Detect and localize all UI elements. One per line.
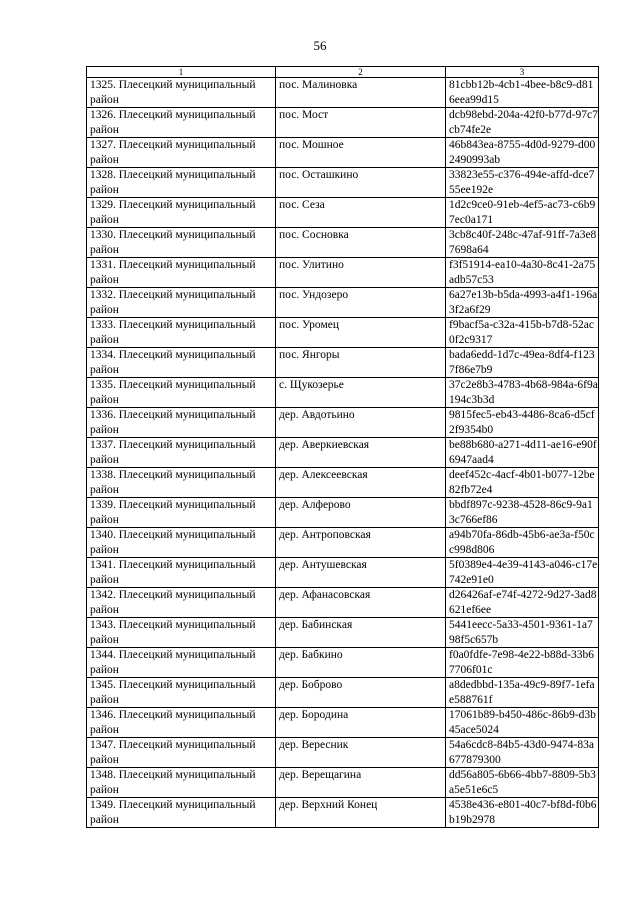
settlement-cell: дер. Бородина	[276, 708, 446, 738]
settlement-cell: дер. Авдотьино	[276, 408, 446, 438]
district-cell: 1332. Плесецкий муниципальный район	[87, 288, 276, 318]
settlement-cell: дер. Верхний Конец	[276, 798, 446, 828]
district-cell: 1349. Плесецкий муниципальный район	[87, 798, 276, 828]
table-row	[87, 648, 599, 678]
guid-cell: 17061b89-b450-486c-86b9-d3b45ace5024	[446, 708, 599, 738]
table-row	[87, 768, 599, 798]
district-cell: 1339. Плесецкий муниципальный район	[87, 498, 276, 528]
settlement-cell: дер. Аверкиевская	[276, 438, 446, 468]
table-row	[87, 228, 599, 258]
table-row	[87, 618, 599, 648]
settlement-cell: дер. Вересник	[276, 738, 446, 768]
district-cell: 1325. Плесецкий муниципальный район	[87, 78, 276, 108]
district-cell: 1326. Плесецкий муниципальный район	[87, 108, 276, 138]
district-cell: 1334. Плесецкий муниципальный район	[87, 348, 276, 378]
district-cell: 1347. Плесецкий муниципальный район	[87, 738, 276, 768]
settlement-cell: пос. Ундозеро	[276, 288, 446, 318]
guid-cell: a8dedbbd-135a-49c9-89f7-1efae588761f	[446, 678, 599, 708]
settlement-cell: пос. Мост	[276, 108, 446, 138]
settlement-cell: дер. Верещагина	[276, 768, 446, 798]
guid-cell: 46b843ea-8755-4d0d-9279-d002490993ab	[446, 138, 599, 168]
district-cell: 1335. Плесецкий муниципальный район	[87, 378, 276, 408]
guid-cell: be88b680-a271-4d11-ae16-e90f6947aad4	[446, 438, 599, 468]
guid-cell: f3f51914-ea10-4a30-8c41-2a75adb57c53	[446, 258, 599, 288]
table-row	[87, 258, 599, 288]
page-number: 56	[313, 38, 327, 53]
guid-cell: 5f0389e4-4e39-4143-a046-c17e742e91e0	[446, 558, 599, 588]
header-row	[87, 67, 599, 78]
settlement-cell: дер. Антушевская	[276, 558, 446, 588]
table-row	[87, 198, 599, 228]
table-row	[87, 108, 599, 138]
column-header-2: 2	[276, 67, 446, 78]
settlement-cell: пос. Сеза	[276, 198, 446, 228]
table-row	[87, 498, 599, 528]
guid-cell: dd56a805-6b66-4bb7-8809-5b3a5e51e6c5	[446, 768, 599, 798]
district-cell: 1343. Плесецкий муниципальный район	[87, 618, 276, 648]
table-row	[87, 468, 599, 498]
table-body	[87, 78, 599, 828]
guid-cell: 6a27e13b-b5da-4993-a4f1-196a3f2a6f29	[446, 288, 599, 318]
guid-cell: 3cb8c40f-248c-47af-91ff-7a3e87698a64	[446, 228, 599, 258]
settlement-cell: пос. Янгоры	[276, 348, 446, 378]
guid-cell: 5441eecc-5a33-4501-9361-1a798f5c657b	[446, 618, 599, 648]
settlement-cell: пос. Малиновка	[276, 78, 446, 108]
district-cell: 1338. Плесецкий муниципальный район	[87, 468, 276, 498]
guid-cell: 33823e55-c376-494e-affd-dce755ee192e	[446, 168, 599, 198]
table-row	[87, 288, 599, 318]
district-cell: 1346. Плесецкий муниципальный район	[87, 708, 276, 738]
guid-cell: bbdf897c-9238-4528-86c9-9a13c766ef86	[446, 498, 599, 528]
table-row	[87, 708, 599, 738]
settlement-cell: с. Щукозерье	[276, 378, 446, 408]
guid-cell: 4538e436-e801-40c7-bf8d-f0b6b19b2978	[446, 798, 599, 828]
guid-cell: f9bacf5a-c32a-415b-b7d8-52ac0f2c9317	[446, 318, 599, 348]
table-row	[87, 798, 599, 828]
guid-cell: deef452c-4acf-4b01-b077-12be82fb72e4	[446, 468, 599, 498]
table-row	[87, 408, 599, 438]
guid-cell: d26426af-e74f-4272-9d27-3ad8621ef6ee	[446, 588, 599, 618]
table-row	[87, 558, 599, 588]
guid-cell: f0a0fdfe-7e98-4e22-b88d-33b67706f01c	[446, 648, 599, 678]
settlement-cell: дер. Антроповская	[276, 528, 446, 558]
district-cell: 1336. Плесецкий муниципальный район	[87, 408, 276, 438]
table-row	[87, 138, 599, 168]
district-cell: 1340. Плесецкий муниципальный район	[87, 528, 276, 558]
district-cell: 1329. Плесецкий муниципальный район	[87, 198, 276, 228]
table-row	[87, 528, 599, 558]
guid-cell: bada6edd-1d7c-49ea-8df4-f1237f86e7b9	[446, 348, 599, 378]
table-row	[87, 168, 599, 198]
district-cell: 1348. Плесецкий муниципальный район	[87, 768, 276, 798]
registry-table	[86, 66, 599, 828]
settlement-cell: дер. Бабкино	[276, 648, 446, 678]
settlement-cell: пос. Улитино	[276, 258, 446, 288]
settlement-cell: пос. Сосновка	[276, 228, 446, 258]
settlement-cell: дер. Афанасовская	[276, 588, 446, 618]
district-cell: 1331. Плесецкий муниципальный район	[87, 258, 276, 288]
settlement-cell: пос. Уромец	[276, 318, 446, 348]
table-row	[87, 588, 599, 618]
district-cell: 1333. Плесецкий муниципальный район	[87, 318, 276, 348]
table-row	[87, 78, 599, 108]
table-header	[87, 67, 599, 78]
district-cell: 1345. Плесецкий муниципальный район	[87, 678, 276, 708]
table-row	[87, 678, 599, 708]
guid-cell: dcb98ebd-204a-42f0-b77d-97c7cb74fe2e	[446, 108, 599, 138]
guid-cell: 54a6cdc8-84b5-43d0-9474-83a677879300	[446, 738, 599, 768]
guid-cell: 9815fec5-eb43-4486-8ca6-d5cf2f9354b0	[446, 408, 599, 438]
settlement-cell: дер. Бабинская	[276, 618, 446, 648]
guid-cell: a94b70fa-86db-45b6-ae3a-f50cc998d806	[446, 528, 599, 558]
district-cell: 1341. Плесецкий муниципальный район	[87, 558, 276, 588]
column-header-3: 3	[446, 67, 599, 78]
settlement-cell: пос. Мошное	[276, 138, 446, 168]
table-row	[87, 378, 599, 408]
district-cell: 1327. Плесецкий муниципальный район	[87, 138, 276, 168]
table-row	[87, 738, 599, 768]
table-row	[87, 438, 599, 468]
table-row	[87, 318, 599, 348]
district-cell: 1337. Плесецкий муниципальный район	[87, 438, 276, 468]
guid-cell: 81cbb12b-4cb1-4bee-b8c9-d816eea99d15	[446, 78, 599, 108]
settlement-cell: пос. Осташкино	[276, 168, 446, 198]
guid-cell: 1d2c9ce0-91eb-4ef5-ac73-c6b97ec0a171	[446, 198, 599, 228]
district-cell: 1330. Плесецкий муниципальный район	[87, 228, 276, 258]
district-cell: 1342. Плесецкий муниципальный район	[87, 588, 276, 618]
column-header-1: 1	[87, 67, 276, 78]
settlement-cell: дер. Алексеевская	[276, 468, 446, 498]
settlement-cell: дер. Алферово	[276, 498, 446, 528]
table-row	[87, 348, 599, 378]
settlement-cell: дер. Боброво	[276, 678, 446, 708]
guid-cell: 37c2e8b3-4783-4b68-984a-6f9a194c3b3d	[446, 378, 599, 408]
district-cell: 1344. Плесецкий муниципальный район	[87, 648, 276, 678]
district-cell: 1328. Плесецкий муниципальный район	[87, 168, 276, 198]
